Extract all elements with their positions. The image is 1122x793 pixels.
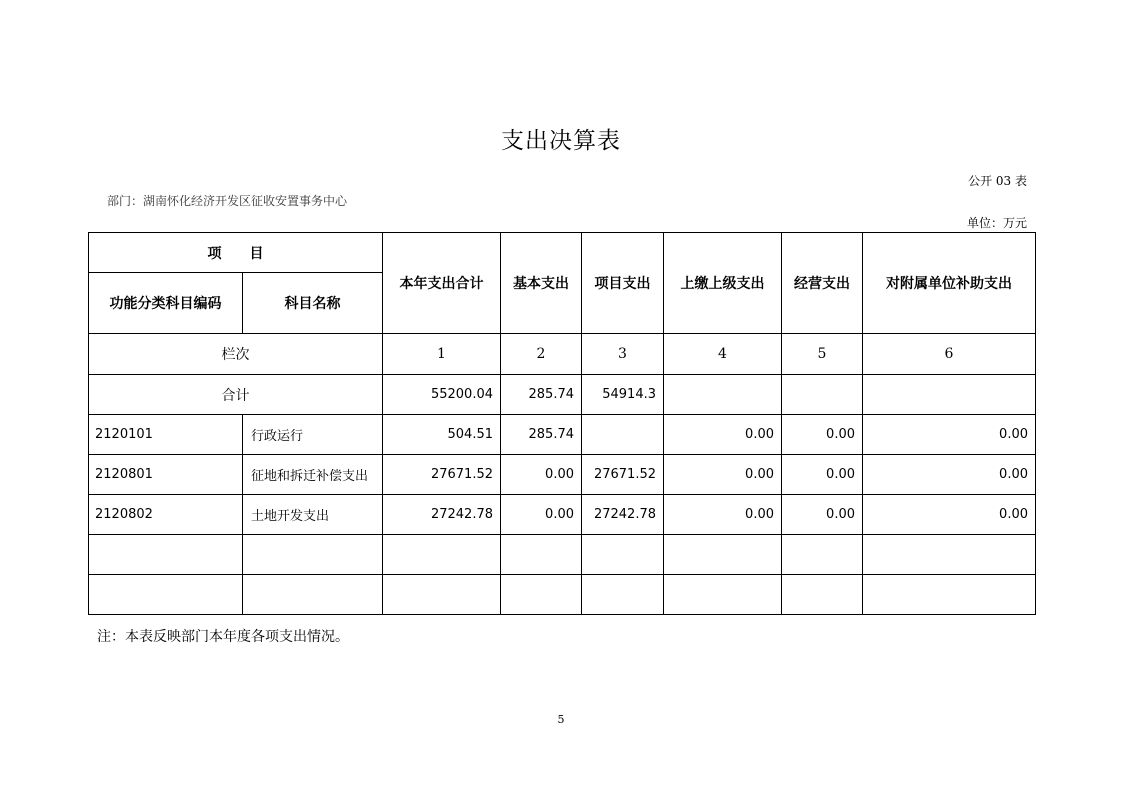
total-cell bbox=[782, 375, 863, 415]
value-cell bbox=[582, 415, 664, 455]
empty-cell bbox=[782, 575, 863, 615]
header-basic: 基本支出 bbox=[501, 233, 582, 334]
subject-code: 2120802 bbox=[89, 495, 243, 535]
total-cell: 285.74 bbox=[501, 375, 582, 415]
empty-cell bbox=[89, 535, 243, 575]
empty-cell bbox=[582, 575, 664, 615]
column-number: 1 bbox=[383, 334, 501, 375]
value-cell: 0.00 bbox=[664, 495, 782, 535]
header-item: 项 目 bbox=[89, 233, 383, 273]
empty-cell bbox=[383, 535, 501, 575]
total-cell: 55200.04 bbox=[383, 375, 501, 415]
header-total: 本年支出合计 bbox=[383, 233, 501, 334]
value-cell: 0.00 bbox=[664, 415, 782, 455]
empty-cell bbox=[664, 575, 782, 615]
header-subsidy: 对附属单位补助支出 bbox=[863, 233, 1036, 334]
value-cell: 27242.78 bbox=[383, 495, 501, 535]
header-business: 经营支出 bbox=[782, 233, 863, 334]
value-cell: 27242.78 bbox=[582, 495, 664, 535]
value-cell: 0.00 bbox=[782, 455, 863, 495]
header-code: 功能分类科目编码 bbox=[89, 273, 243, 334]
column-number-row bbox=[89, 334, 1036, 375]
total-cell bbox=[664, 375, 782, 415]
subject-code: 2120101 bbox=[89, 415, 243, 455]
total-cell: 54914.3 bbox=[582, 375, 664, 415]
page-number: 5 bbox=[557, 713, 565, 726]
header-project: 项目支出 bbox=[582, 233, 664, 334]
page-title: 支出决算表 bbox=[501, 128, 621, 154]
column-number: 5 bbox=[782, 334, 863, 375]
table-row bbox=[89, 455, 1036, 495]
value-cell: 0.00 bbox=[782, 495, 863, 535]
value-cell: 0.00 bbox=[501, 455, 582, 495]
unit-label: 单位：万元 bbox=[966, 216, 1027, 230]
table-row bbox=[89, 495, 1036, 535]
column-number: 2 bbox=[501, 334, 582, 375]
value-cell: 0.00 bbox=[501, 495, 582, 535]
value-cell: 0.00 bbox=[863, 455, 1036, 495]
form-number: 公开 03 表 bbox=[968, 174, 1027, 188]
empty-cell bbox=[582, 535, 664, 575]
department-label: 部门：湖南怀化经济开发区征收安置事务中心 bbox=[107, 194, 348, 208]
empty-cell bbox=[243, 535, 383, 575]
table-row bbox=[89, 415, 1036, 455]
total-row bbox=[89, 375, 1036, 415]
total-label: 合计 bbox=[89, 375, 383, 415]
empty-cell bbox=[243, 575, 383, 615]
value-cell: 27671.52 bbox=[383, 455, 501, 495]
empty-cell bbox=[863, 535, 1036, 575]
value-cell: 0.00 bbox=[863, 495, 1036, 535]
subject-name: 行政运行 bbox=[243, 415, 383, 455]
header-row-1 bbox=[89, 233, 1036, 273]
header-upper: 上缴上级支出 bbox=[664, 233, 782, 334]
expenditure-table bbox=[88, 232, 1036, 615]
empty-row bbox=[89, 575, 1036, 615]
value-cell: 504.51 bbox=[383, 415, 501, 455]
column-number: 6 bbox=[863, 334, 1036, 375]
empty-cell bbox=[383, 575, 501, 615]
empty-cell bbox=[863, 575, 1036, 615]
column-number-label: 栏次 bbox=[89, 334, 383, 375]
header-name: 科目名称 bbox=[243, 273, 383, 334]
value-cell: 0.00 bbox=[782, 415, 863, 455]
column-number: 3 bbox=[582, 334, 664, 375]
empty-cell bbox=[501, 575, 582, 615]
subject-code: 2120801 bbox=[89, 455, 243, 495]
value-cell: 0.00 bbox=[863, 415, 1036, 455]
empty-cell bbox=[89, 575, 243, 615]
value-cell: 285.74 bbox=[501, 415, 582, 455]
empty-cell bbox=[782, 535, 863, 575]
column-number: 4 bbox=[664, 334, 782, 375]
value-cell: 27671.52 bbox=[582, 455, 664, 495]
value-cell: 0.00 bbox=[664, 455, 782, 495]
table-note: 注：本表反映部门本年度各项支出情况。 bbox=[97, 629, 349, 645]
subject-name: 征地和拆迁补偿支出 bbox=[243, 455, 383, 495]
empty-cell bbox=[664, 535, 782, 575]
empty-cell bbox=[501, 535, 582, 575]
total-cell bbox=[863, 375, 1036, 415]
subject-name: 土地开发支出 bbox=[243, 495, 383, 535]
empty-row bbox=[89, 535, 1036, 575]
